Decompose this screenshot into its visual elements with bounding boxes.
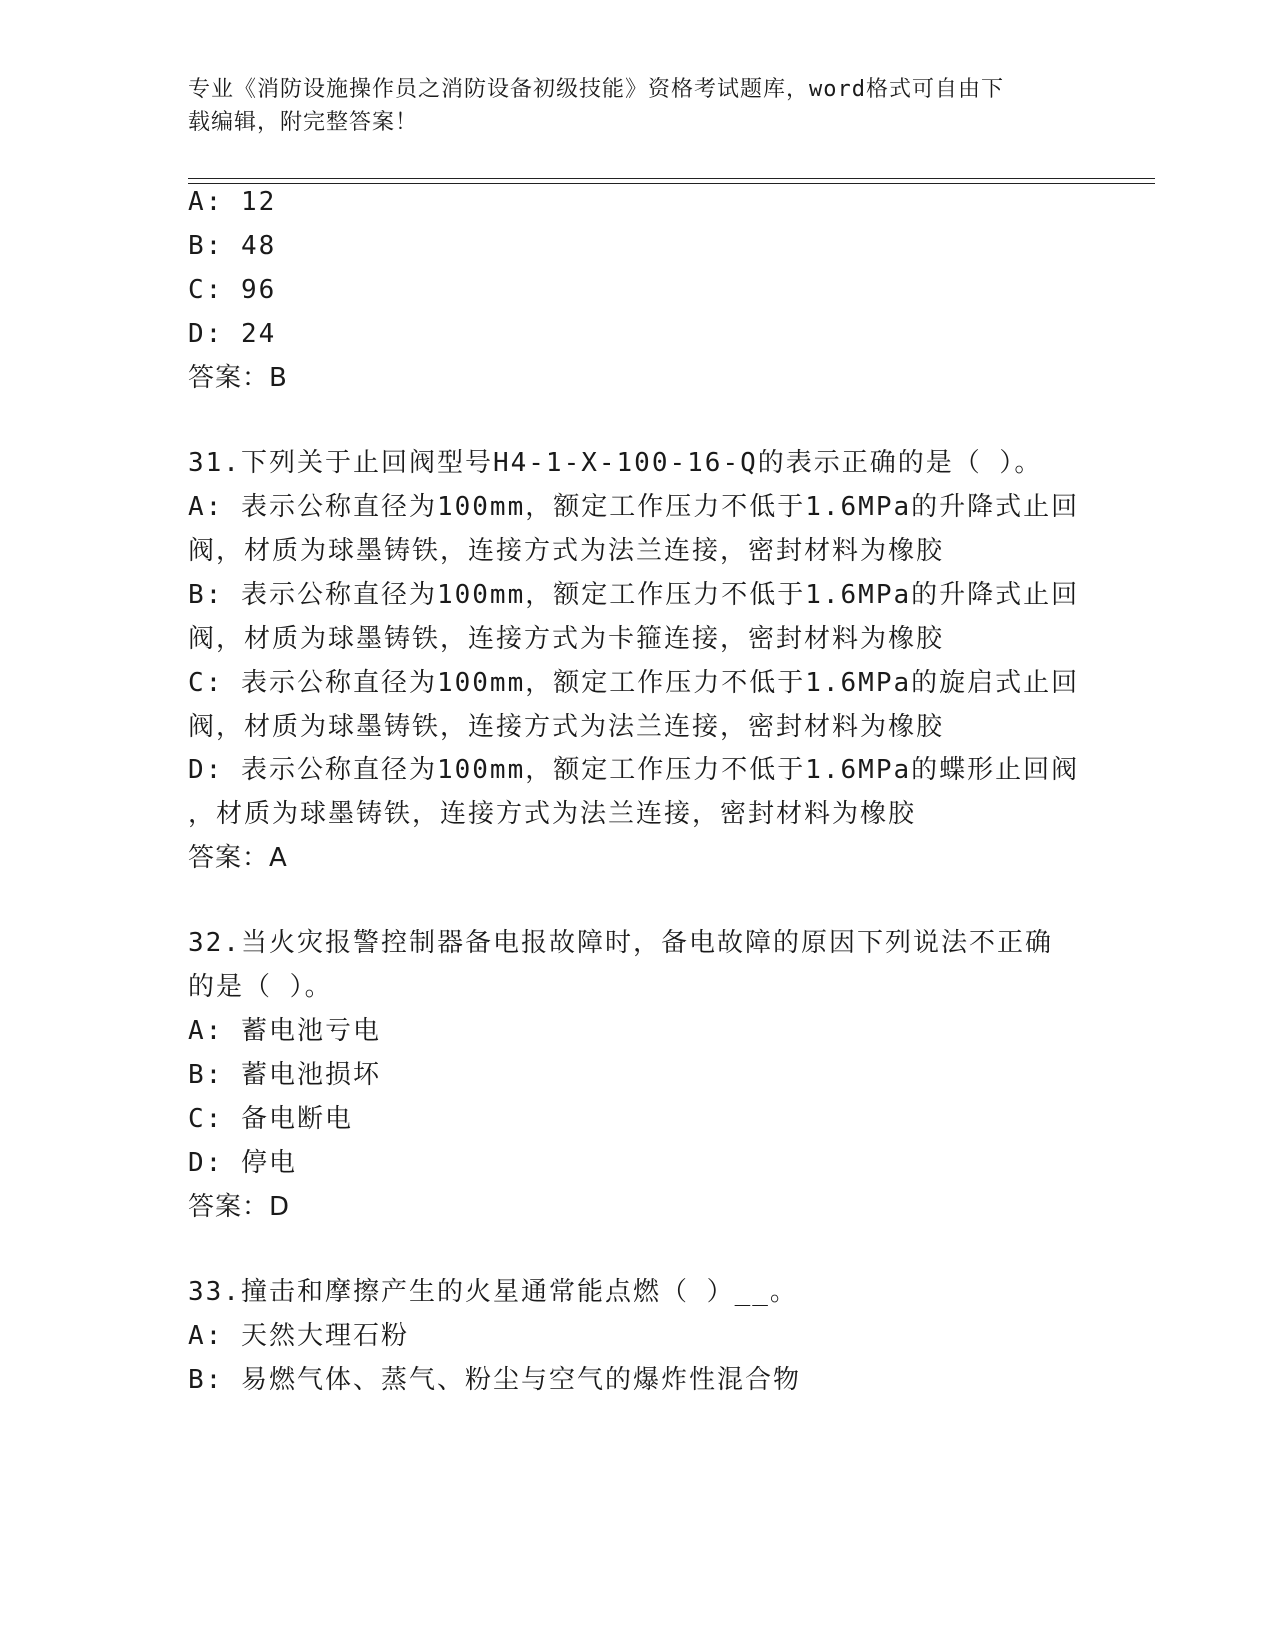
q32-option-d: D: 停电	[188, 1148, 297, 1178]
header-rule-top	[188, 178, 1155, 179]
q31-option-a-line1: A: 表示公称直径为100mm，额定工作压力不低于1.6MPa的升降式止回	[188, 492, 1080, 522]
q30-option-b: B: 48	[188, 231, 277, 261]
q31-answer: 答案：A	[188, 843, 288, 873]
q31-option-c-line2: 阀，材质为球墨铸铁，连接方式为法兰连接，密封材料为橡胶	[188, 712, 945, 742]
q31-option-d-line1: D: 表示公称直径为100mm，额定工作压力不低于1.6MPa的蝶形止回阀	[188, 755, 1080, 785]
header-line-2: 载编辑，附完整答案！	[188, 110, 419, 135]
q32-answer: 答案：D	[188, 1192, 291, 1222]
q30-option-d: D: 24	[188, 319, 277, 349]
q30-answer: 答案：B	[188, 363, 288, 393]
q32-option-c: C: 备电断电	[188, 1104, 353, 1134]
document-header	[188, 73, 1068, 139]
q30-option-c: C: 96	[188, 275, 277, 305]
q32-option-b: B: 蓄电池损坏	[188, 1060, 381, 1090]
q32-stem-line2: 的是（ ）。	[188, 972, 333, 1002]
q31-option-b-line1: B: 表示公称直径为100mm，额定工作压力不低于1.6MPa的升降式止回	[188, 580, 1080, 610]
q31-option-c-line1: C: 表示公称直径为100mm，额定工作压力不低于1.6MPa的旋启式止回	[188, 668, 1080, 698]
header-rule-bottom	[188, 183, 1155, 184]
q31-stem: 31.下列关于止回阀型号H4-1-X-100-16-Q的表示正确的是（ ）。	[188, 448, 1043, 478]
q33-option-a: A: 天然大理石粉	[188, 1321, 409, 1351]
q33-stem: 33.撞击和摩擦产生的火星通常能点燃（ ）__。	[188, 1277, 798, 1307]
q32-stem-line1: 32.当火灾报警控制器备电报故障时，备电故障的原因下列说法不正确	[188, 928, 1053, 958]
q31-option-a-line2: 阀，材质为球墨铸铁，连接方式为法兰连接，密封材料为橡胶	[188, 536, 945, 566]
q30-option-a: A: 12	[188, 187, 277, 217]
q31-option-b-line2: 阀，材质为球墨铸铁，连接方式为卡箍连接，密封材料为橡胶	[188, 624, 945, 654]
q33-option-b: B: 易燃气体、蒸气、粉尘与空气的爆炸性混合物	[188, 1365, 801, 1395]
q32-option-a: A: 蓄电池亏电	[188, 1016, 381, 1046]
q31-option-d-line2: ，材质为球墨铸铁，连接方式为法兰连接，密封材料为橡胶	[188, 799, 917, 829]
header-line-1: 专业《消防设施操作员之消防设备初级技能》资格考试题库，word格式可自由下	[188, 77, 1004, 102]
